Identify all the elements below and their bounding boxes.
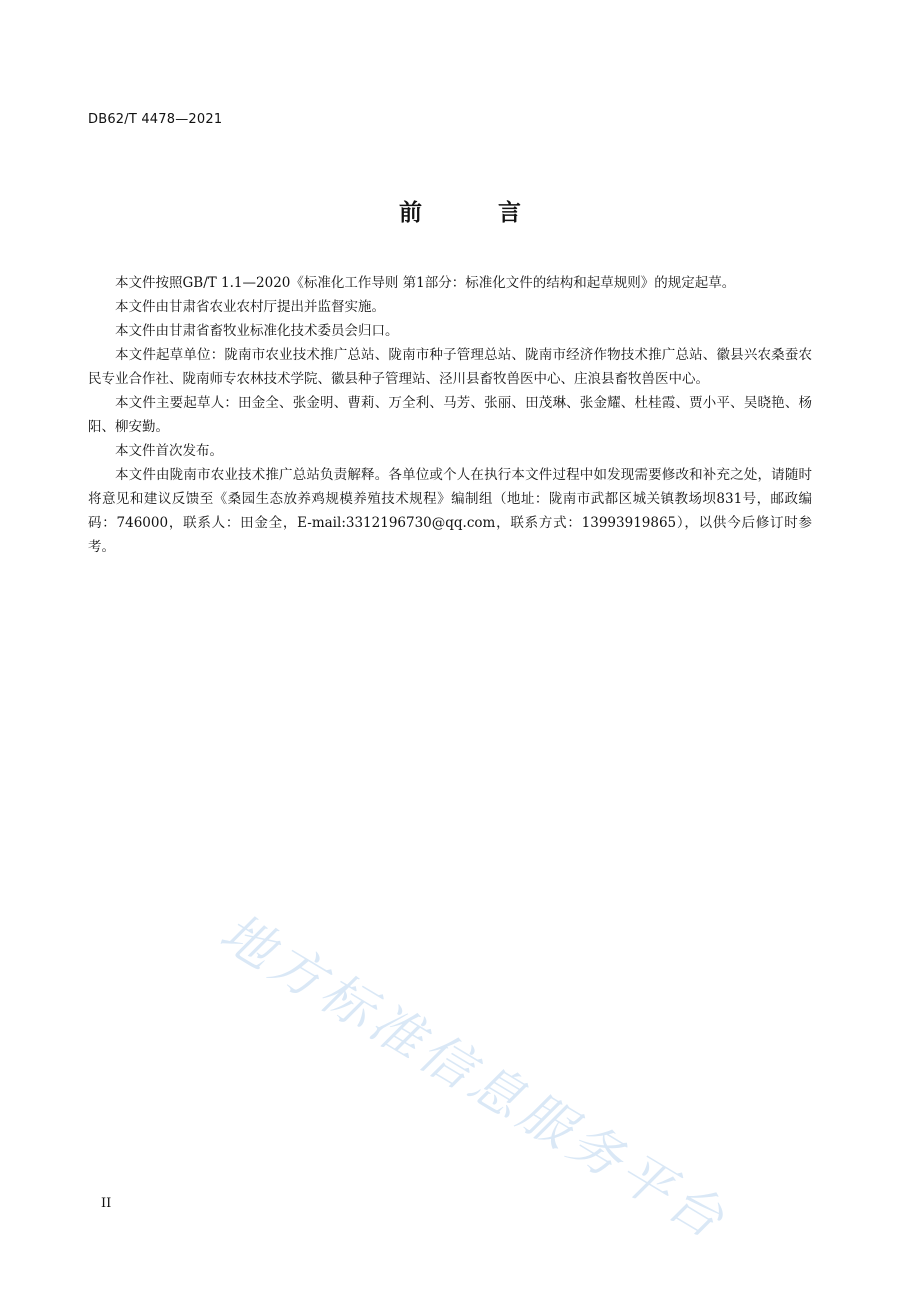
- paragraph-first-release: 本文件首次发布。: [115, 443, 223, 459]
- watermark: 地方标准信息服务平台: [209, 902, 738, 1253]
- paragraph-drafters: 本文件主要起草人：田金全、张金明、曹莉、万全利、马芳、张丽、田茂琳、张金耀、杜桂霞、贾小平、吴晓艳、杨阳、柳安勤。: [88, 395, 812, 435]
- document-code: DB62/T 4478—2021: [88, 112, 223, 127]
- page-title: 前 言: [398, 200, 555, 226]
- paragraph-committee: 本文件由甘肃省畜牧业标准化技术委员会归口。: [115, 323, 399, 339]
- paragraph-proposer: 本文件由甘肃省农业农村厅提出并监督实施。: [115, 299, 385, 315]
- paragraph-drafting-rules: 本文件按照GB/T 1.1—2020《标准化工作导则 第1部分：标准化文件的结构和起草规则》的规定起草。: [115, 275, 736, 291]
- paragraph-interpretation-contact: 本文件由陇南市农业技术推广总站负责解释。各单位或个人在执行本文件过程中如发现需要修改和补充之处，请随时将意见和建议反馈至《桑园生态放养鸡规模养殖技术规程》编制组（地址：陇南市武都区城关镇教场坝831号，邮政编码：746000，联系人：田金全，E-mail:3312196730@qq.com，联系方式：13993919865），以供今后修订时参考。: [88, 467, 812, 555]
- paragraph-drafting-units: 本文件起草单位：陇南市农业技术推广总站、陇南市种子管理总站、陇南市经济作物技术推广总站、徽县兴农桑蚕农民专业合作社、陇南师专农林技术学院、徽县种子管理站、泾川县畜牧兽医中心、庄浪县畜牧兽医中心。: [88, 347, 812, 387]
- foreword-body: [88, 271, 812, 559]
- page-number: II: [101, 1196, 112, 1211]
